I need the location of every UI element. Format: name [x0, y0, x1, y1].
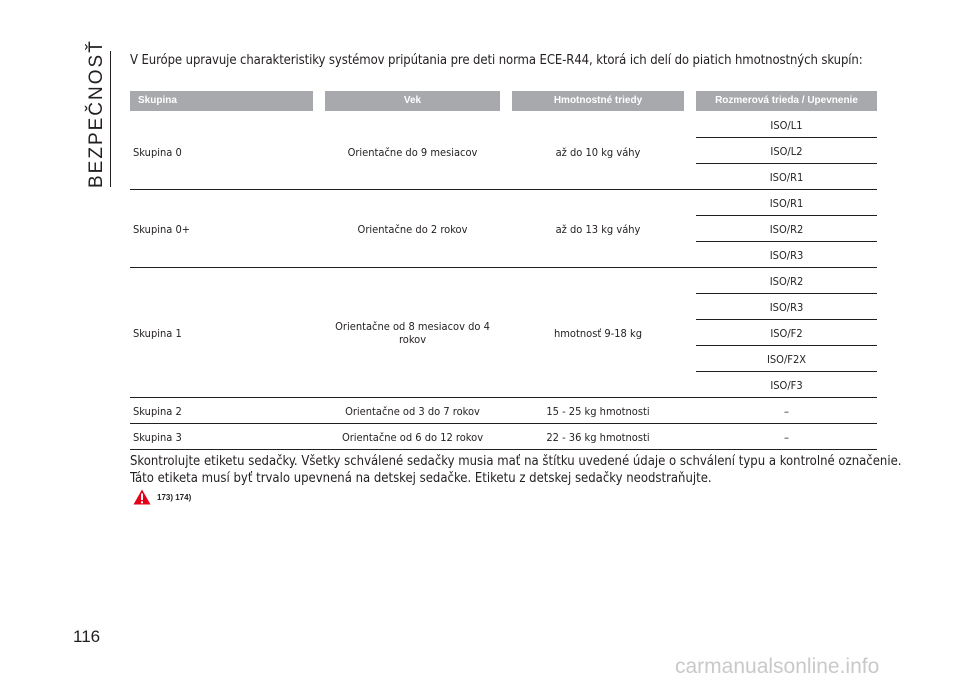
- header-fixing: Rozmerová trieda / Upevnenie: [696, 91, 877, 111]
- table-cell-fixing: ISO/L1: [770, 119, 803, 132]
- header-group: Skupina: [130, 91, 313, 111]
- table-cell-fixing: –: [784, 431, 789, 444]
- section-title: BEZPEČNOSŤ: [86, 39, 107, 188]
- table-cell-fixing: ISO/R3: [769, 249, 804, 262]
- row-divider: [696, 137, 877, 138]
- row-divider: [130, 423, 877, 424]
- table-cell-age: Orientačne od 6 do 12 rokov: [341, 431, 484, 444]
- section-divider: [110, 51, 111, 187]
- header-weight: Hmotnostné triedy: [512, 91, 684, 111]
- row-divider: [696, 319, 877, 320]
- intro-paragraph: V Európe upravuje charakteristiky systémov pripútania pre deti norma ECE-R44, ktorá ich delí do piatich hmotnostných skupín:: [130, 53, 863, 68]
- table-cell-age: Orientačne od 3 do 7 rokov: [345, 405, 480, 418]
- table-cell-weight: 15 - 25 kg hmotnosti: [546, 405, 650, 418]
- table-cell-fixing: ISO/R1: [769, 197, 804, 210]
- table-cell-age: Orientačne do 9 mesiacov: [347, 146, 478, 159]
- table-cell-fixing: ISO/R2: [769, 275, 804, 288]
- row-divider: [696, 345, 877, 346]
- row-divider: [130, 397, 877, 398]
- warning-references[interactable]: 173) 174): [157, 493, 192, 502]
- table-cell-fixing: ISO/L2: [770, 145, 803, 158]
- row-divider: [130, 189, 877, 190]
- table-cell-fixing: ISO/R1: [769, 171, 804, 184]
- table-cell-fixing: ISO/F2X: [766, 353, 807, 366]
- table-cell-fixing: ISO/F3: [770, 379, 803, 392]
- footer-line: Skontrolujte etiketu sedačky. Všetky schválené sedačky musia mať na štítku uvedené údaje o schválení typu a kontrolné označenie.: [130, 454, 902, 469]
- table-cell-group: Skupina 2: [133, 405, 182, 418]
- header-age: Vek: [325, 91, 500, 111]
- table-cell-group: Skupina 3: [133, 431, 182, 444]
- table-cell-fixing: ISO/F2: [770, 327, 803, 340]
- table-cell-age: Orientačne od 8 mesiacov do 4: [335, 320, 490, 333]
- table-cell-weight: až do 10 kg váhy: [555, 146, 641, 159]
- table-cell-group: Skupina 1: [133, 327, 182, 340]
- row-divider: [696, 293, 877, 294]
- row-divider: [696, 241, 877, 242]
- row-divider: [130, 449, 877, 450]
- table-cell-weight: až do 13 kg váhy: [555, 223, 641, 236]
- table-cell-fixing: ISO/R3: [769, 301, 804, 314]
- table-cell-group: Skupina 0+: [133, 223, 191, 236]
- footer-paragraph: [130, 453, 902, 487]
- row-divider: [696, 163, 877, 164]
- row-divider: [696, 215, 877, 216]
- warning-triangle-icon: [133, 489, 151, 509]
- row-divider: [130, 267, 877, 268]
- table-cell-weight: 22 - 36 kg hmotnosti: [546, 431, 650, 444]
- table-cell-group: Skupina 0: [133, 146, 182, 159]
- row-divider: [696, 371, 877, 372]
- table-cell-weight: hmotnosť 9-18 kg: [554, 327, 642, 340]
- table-cell-age: Orientačne do 2 rokov: [357, 223, 468, 236]
- watermark: carmanualsonline.info: [675, 655, 880, 678]
- table-cell-age: rokov: [398, 333, 427, 346]
- table-cell-fixing: –: [784, 405, 789, 418]
- table-cell-fixing: ISO/R2: [769, 223, 804, 236]
- page-number: 116: [73, 627, 101, 646]
- footer-line: Táto etiketa musí byť trvalo upevnená na detskej sedačke. Etiketu z detskej sedačky neodstraňujte.: [130, 471, 712, 486]
